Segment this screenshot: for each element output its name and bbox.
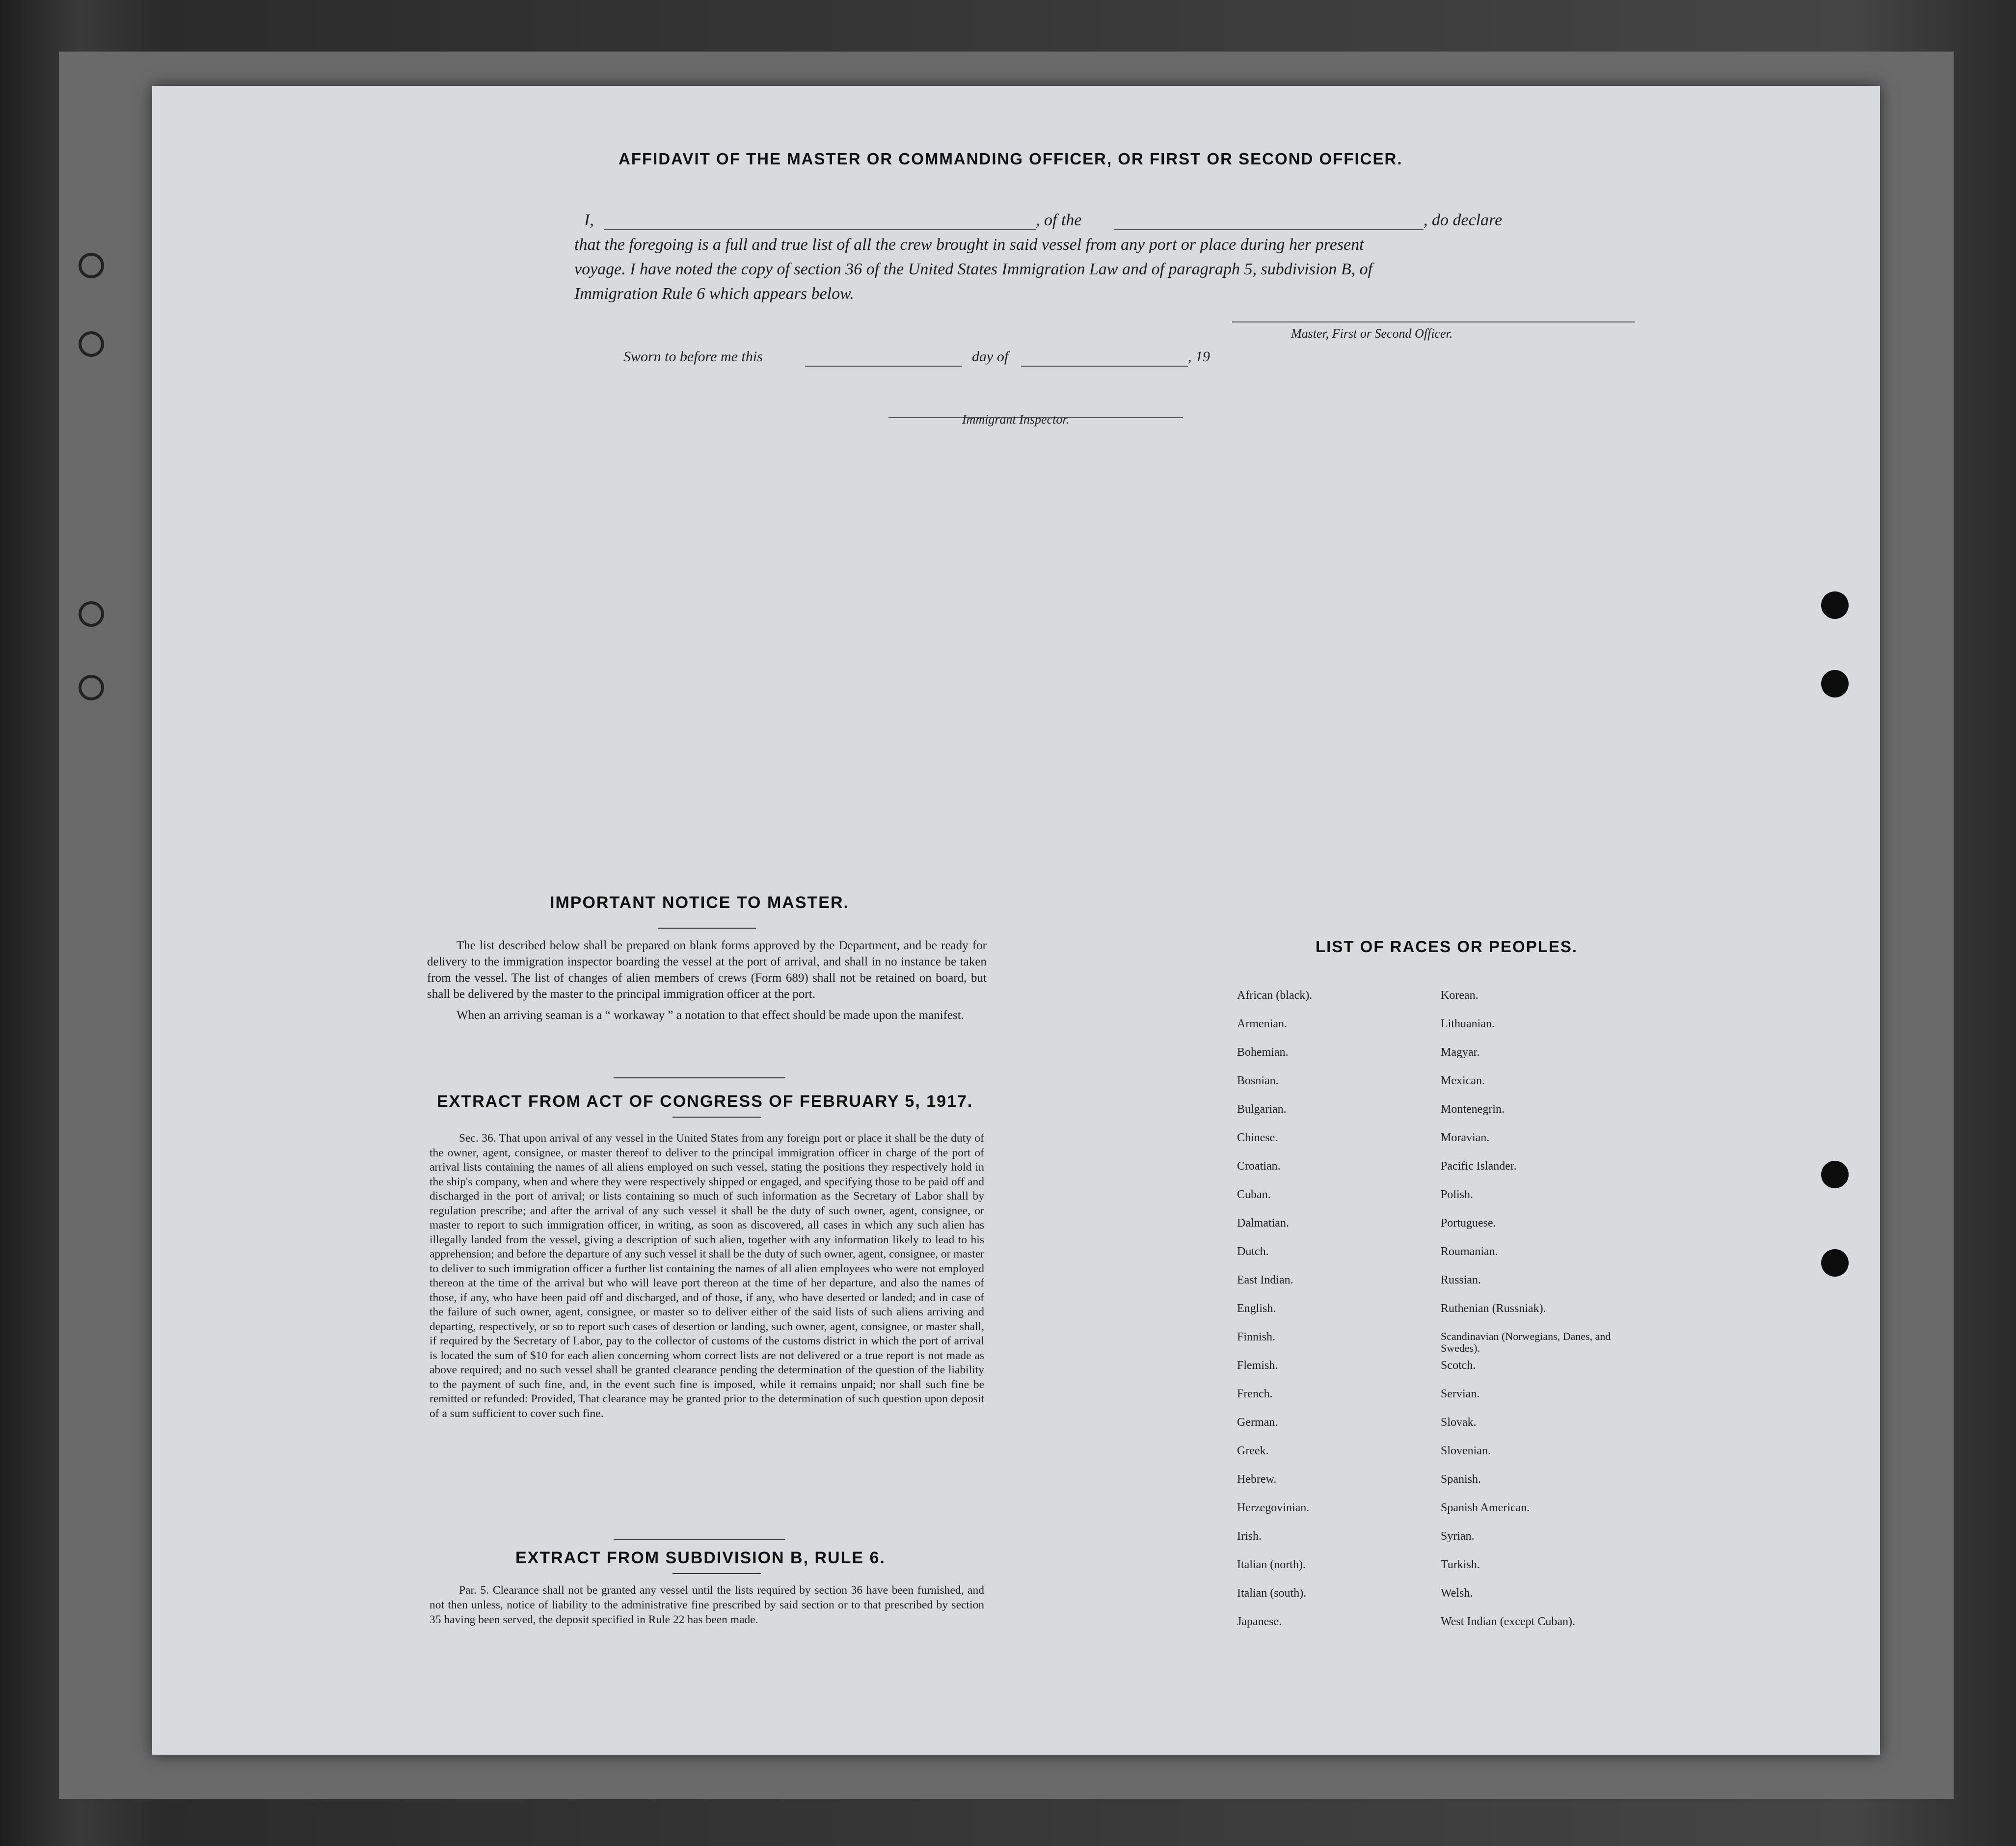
affidavit-line-2: that the foregoing is a full and true list of all the crew brought in said vessel from any port or place during her present <box>574 236 1364 254</box>
race-item: Cuban. <box>1237 1188 1271 1201</box>
race-item: Italian (south). <box>1237 1587 1307 1600</box>
act-extract-text <box>430 1131 984 1426</box>
section-rule <box>614 1077 785 1078</box>
race-item: Portuguese. <box>1441 1217 1496 1230</box>
race-item: Pacific Islander. <box>1441 1160 1517 1173</box>
race-item: Slovak. <box>1441 1416 1477 1429</box>
race-item: Croatian. <box>1237 1160 1281 1173</box>
races-title: LIST OF RACES OR PEOPLES. <box>1316 937 1578 956</box>
race-item: Japanese. <box>1237 1615 1282 1628</box>
punch-hole <box>1821 591 1849 619</box>
race-item: Servian. <box>1441 1388 1480 1400</box>
race-item: Spanish American. <box>1441 1501 1530 1514</box>
punch-hole <box>1821 1249 1849 1277</box>
race-item: German. <box>1237 1416 1278 1429</box>
race-item: Russian. <box>1441 1274 1481 1286</box>
race-item: English. <box>1237 1302 1276 1315</box>
race-item: Roumanian. <box>1441 1245 1498 1258</box>
race-item: Bosnian. <box>1237 1074 1279 1087</box>
race-item: French. <box>1237 1388 1273 1400</box>
race-item: Mexican. <box>1441 1074 1485 1087</box>
act-paragraph: Sec. 36. That upon arrival of any vessel in the United States from any foreign port or place it shall be the duty of the owner, agent, consignee, or master thereof to deliver to the principal immigration officer in charge of the port of arrival lists containing the names of all aliens employed on such vessel, stating the positions they respectively hold in the ship's company, when and where they were respectively shipped or engaged, and specifying those to be paid off and discharged in the port of arrival; or lists containing so much of such information as the Secretary of Labor shall by regulation prescribe; and after the arrival of any such vessel it shall be the duty of such owner, agent, consignee, or master to report to such immigration officer, in writing, as soon as discovered, all cases in which any such alien has illegally landed from the vessel, giving a description of such alien, together with any information likely to lead to his apprehension; and before the departure of any such vessel it shall be the duty of such owner, agent, consignee, or master to deliver to such immigration officer a further list containing the names of all alien employees who were not employed thereon at the time of the arrival but who will leave port thereon at the time of her departure, and also the names of those, if any, who have been paid off and discharged, and of those, if any, who have deserted or landed; and in case of the failure of such owner, agent, consignee, or master so to deliver either of the said lists of such aliens arriving and departing, respectively, or so to report such cases of desertion or landing, such owner, agent, consignee, or master shall, if required by the Secretary of Labor, pay to the collector of customs of the customs district in which the port of arrival is located the sum of $10 for each alien concerning whom correct lists are not delivered or a true report is not made as above required; and no such vessel shall be granted clearance pending the determination of the question of the liability to the payment of such fine, and, in the event such fine is imposed, while it remains unpaid; nor shall such fine be remitted or refunded: Provided, That clearance may be granted prior to the determination of such question upon deposit of a sum sufficient to cover such fine. <box>430 1132 984 1420</box>
race-item: Scotch. <box>1441 1359 1476 1372</box>
affidavit-declare: , do declare <box>1424 211 1503 229</box>
race-item: Flemish. <box>1237 1359 1278 1372</box>
affidavit-i: I, <box>584 211 594 229</box>
race-item: Turkish. <box>1441 1558 1480 1571</box>
affidavit-title: AFFIDAVIT OF THE MASTER OR COMMANDING OFFICER, OR FIRST OR SECOND OFFICER. <box>618 150 1403 168</box>
race-item: Armenian. <box>1237 1017 1287 1030</box>
punch-hole <box>1821 670 1849 697</box>
race-item: Syrian. <box>1441 1530 1475 1543</box>
race-item: Scandinavian (Norwegians, Danes, and Swedes). <box>1441 1330 1611 1354</box>
race-item: Chinese. <box>1237 1131 1278 1144</box>
race-item: Dalmatian. <box>1237 1217 1289 1230</box>
affidavit-of-the: , of the <box>1036 211 1082 229</box>
master-signature-label: Master, First or Second Officer. <box>1291 326 1453 341</box>
rule-extract-title: EXTRACT FROM SUBDIVISION B, RULE 6. <box>515 1549 886 1567</box>
race-item: Dutch. <box>1237 1245 1269 1258</box>
vessel-blank-line <box>1114 229 1424 230</box>
affidavit-line-4: Immigration Rule 6 which appears below. <box>574 285 854 303</box>
notice-paragraph-1: The list described below shall be prepared on blank forms approved by the Department, and be ready for delivery to the immigration inspector boarding the vessel at the port of arrival, and shall in no instance be taken from the vessel. The list of changes of alien members of crews (Form 689) shall not be retained on board, but shall be delivered by the master to the principal immigration officer at the port. <box>427 939 987 1001</box>
section-rule <box>614 1539 785 1540</box>
race-item: Ruthenian (Russniak). <box>1441 1302 1546 1315</box>
rule-paragraph: Par. 5. Clearance shall not be granted any vessel until the lists required by section 36 have been furnished, and not then unless, notice of liability to the administrative fine prescribed by said section or to that prescribed by section 35 having been served, the deposit specified in Rule 22 has been made. <box>430 1584 984 1626</box>
month-line <box>1021 366 1188 367</box>
race-item: Bulgarian. <box>1237 1103 1287 1116</box>
races-column-1 <box>1237 989 1424 1644</box>
act-rule <box>672 1117 761 1118</box>
notice-rule <box>658 928 756 929</box>
race-item: Herzegovinian. <box>1237 1501 1310 1514</box>
race-item: West Indian (except Cuban). <box>1441 1615 1575 1628</box>
race-item: East Indian. <box>1237 1274 1293 1286</box>
master-signature-line <box>1232 321 1635 322</box>
race-item: Italian (north). <box>1237 1558 1306 1571</box>
name-blank-line <box>604 229 1036 230</box>
race-item: Lithuanian. <box>1441 1017 1495 1030</box>
day-of-label: day of <box>972 348 1009 365</box>
race-item: Greek. <box>1237 1445 1269 1457</box>
race-item: Spanish. <box>1441 1473 1481 1486</box>
race-item: African (black). <box>1237 989 1313 1002</box>
race-item: Welsh. <box>1441 1587 1473 1600</box>
race-item: Polish. <box>1441 1188 1474 1201</box>
race-item: Bohemian. <box>1237 1046 1289 1059</box>
race-item: Irish. <box>1237 1530 1262 1543</box>
punch-hole <box>79 675 104 700</box>
sworn-label: Sworn to before me this <box>623 348 763 365</box>
races-column-2 <box>1441 989 1637 1644</box>
document-sheet <box>152 86 1880 1755</box>
affidavit-line-3: voyage. I have noted the copy of section 36 of the United States Immigration Law and of paragraph 5, subdivision B, of <box>574 260 1373 278</box>
race-item: Hebrew. <box>1237 1473 1277 1486</box>
year-label: , 19 <box>1188 348 1210 365</box>
notice-paragraph-2: When an arriving seaman is a “ workaway ” a notation to that effect should be made upon the manifest. <box>457 1009 964 1022</box>
punch-hole <box>79 253 104 278</box>
punch-hole <box>79 331 104 357</box>
race-item: Magyar. <box>1441 1046 1480 1059</box>
punch-hole <box>1821 1161 1849 1188</box>
notice-title: IMPORTANT NOTICE TO MASTER. <box>550 893 849 912</box>
rule-rule <box>672 1573 761 1574</box>
race-item: Finnish. <box>1237 1331 1276 1343</box>
act-extract-title: EXTRACT FROM ACT OF CONGRESS OF FEBRUARY 5, 1917. <box>437 1092 973 1111</box>
punch-hole <box>79 601 104 627</box>
inspector-label: Immigrant Inspector. <box>962 412 1070 427</box>
notice-text <box>427 937 987 1028</box>
race-item: Slovenian. <box>1441 1445 1491 1457</box>
race-item: Korean. <box>1441 989 1478 1002</box>
race-item: Moravian. <box>1441 1131 1490 1144</box>
rule-extract-text <box>430 1583 984 1632</box>
race-item: Montenegrin. <box>1441 1103 1505 1116</box>
sworn-day-line <box>805 366 962 367</box>
